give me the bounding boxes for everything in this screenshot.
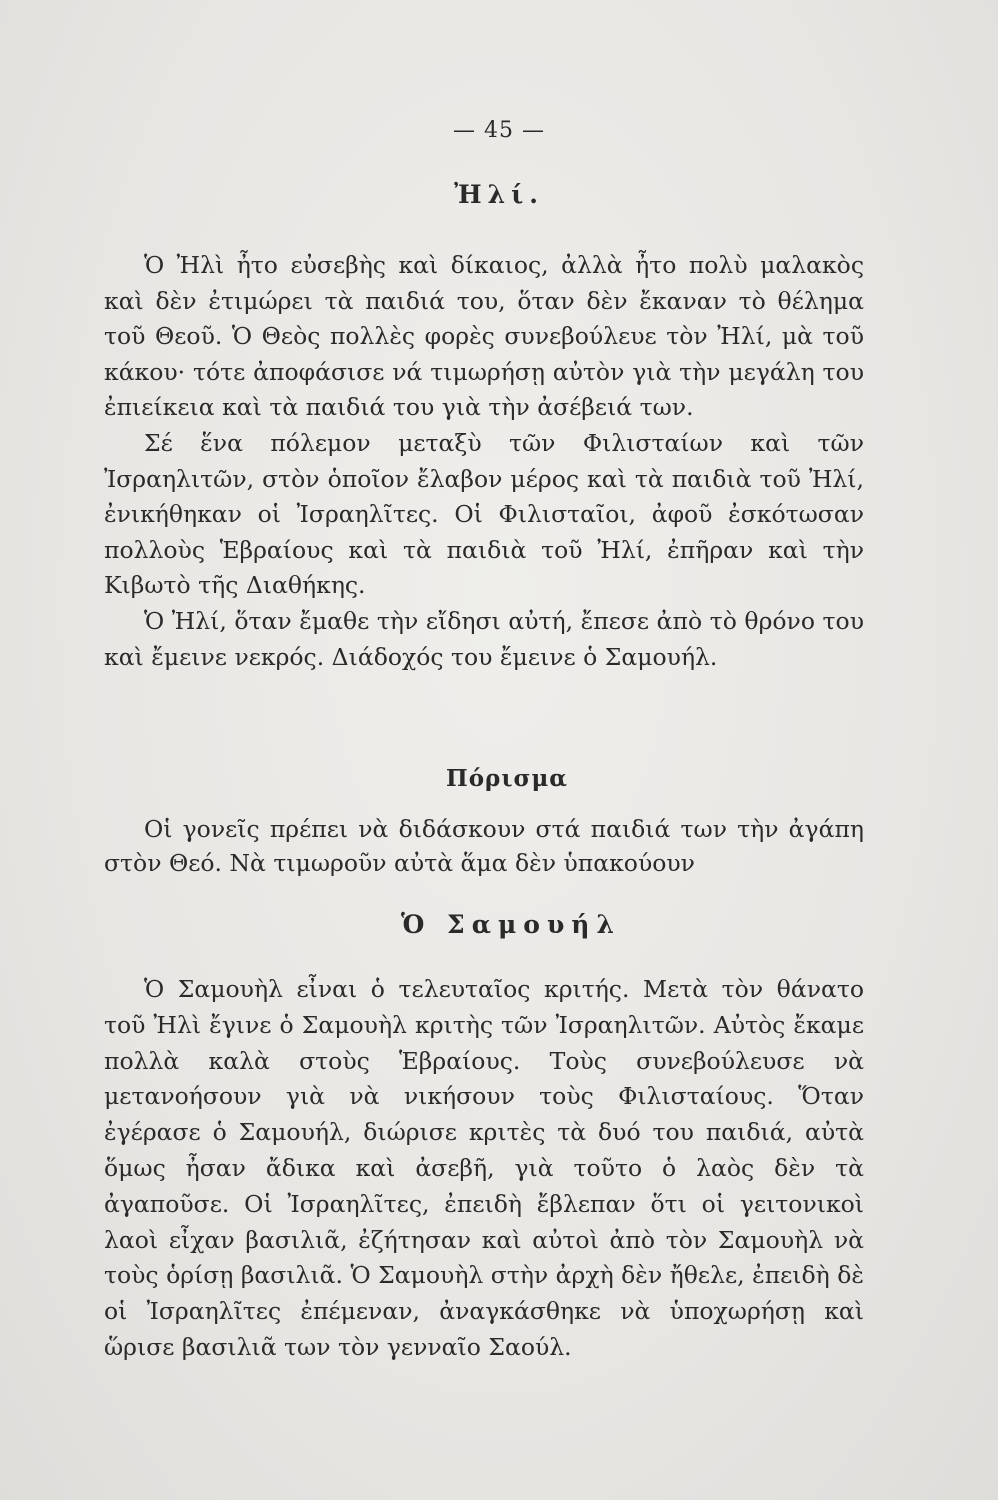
section-heading-samuel: Ὁ Σαμουήλ [400, 910, 621, 939]
paragraph: Ὁ Ἠλί, ὅταν ἔμαθε τὴν εἴδησι αὐτή, ἔπεσε ἀπὸ τὸ θρόνο του καὶ ἔμεινε νεκρός. Διάδοχός του ἔμεινε ὁ Σαμουήλ. [104, 606, 864, 671]
paragraph: Οἱ γονεῖς πρέπει νὰ διδάσκουν στά παιδιά των τὴν ἀγάπη στὸν Θεό. Νὰ τιμωροῦν αὐτὰ ἅμα δὲν ὑπακούουν [104, 815, 864, 877]
section-body-eli [104, 248, 864, 675]
section-heading-eli: Ἠλί. [454, 180, 544, 209]
page-number: — 45 — [453, 118, 545, 143]
paragraph: Ὁ Ἠλὶ ἦτο εὐσεβὴς καὶ δίκαιος, ἀλλὰ ἦτο πολὺ μαλακὸς καὶ δὲν ἐτιμώρει τὰ παιδιά του, ὅταν δὲν ἔκαναν τὸ θέλημα τοῦ Θεοῦ. Ὁ Θεὸς πολλὲς φορὲς συνεβούλευε τὸν Ἠλί, μὰ τοῦ κάκου· τότε ἀποφάσισε νά τιμωρήσῃ αὐτὸν γιὰ τὴν μεγάλη του ἐπιείκεια καὶ τὰ παιδιά του γιὰ τὴν ἀσέβειά των. [104, 251, 864, 422]
section-body-samuel [104, 972, 864, 1366]
section-body-porisma [104, 812, 864, 880]
paragraph: Ὁ Σαμουὴλ εἶναι ὁ τελευταῖος κριτής. Μετὰ τὸν θάνατο τοῦ Ἠλὶ ἔγινε ὁ Σαμουὴλ κριτὴς τῶν Ἰσραηλιτῶν. Αὐτὸς ἔκαμε πολλὰ καλὰ στοὺς Ἑβραίους. Τοὺς συνεβούλευσε νὰ μετανοήσουν γιὰ νὰ νικήσουν τοὺς Φιλισταίους. Ὅταν ἐγέρασε ὁ Σαμουήλ, διώρισε κριτὲς τὰ δυό του παιδιά, αὐτὰ ὅμως ἦσαν ἄδικα καὶ ἀσεβῆ, γιὰ τοῦτο ὁ λαὸς δὲν τὰ ἀγαποῦσε. Οἱ Ἰσραηλῖτες, ἐπειδὴ ἔβλεπαν ὅτι οἱ γειτονικοὶ λαοὶ εἶχαν βασιλιᾶ, ἐζήτησαν καὶ αὐτοὶ ἀπὸ τὸν Σαμουὴλ νὰ τοὺς ὁρίσῃ βασιλιᾶ. Ὁ Σαμουὴλ στὴν ἀρχὴ δὲν ἤθελε, ἐπειδὴ δὲ οἱ Ἰσραηλῖτες ἐπέμεναν, ἀναγκάσθηκε νὰ ὑποχωρήσῃ καὶ ὥρισε βασιλιᾶ των τὸν γενναῖο Σαούλ. [104, 975, 864, 1361]
paragraph: Σέ ἕνα πόλεμον μεταξὺ τῶν Φιλισταίων καὶ τῶν Ἰσραηλιτῶν, στὸν ὁποῖον ἔλαβον μέρος καὶ τὰ παιδιὰ τοῦ Ἠλί, ἐνικήθηκαν οἱ Ἰσραηλῖτες. Οἱ Φιλισταῖοι, ἀφοῦ ἐσκότωσαν πολλοὺς Ἑβραίους καὶ τὰ παιδιὰ τοῦ Ἠλί, ἐπῆραν καὶ τὴν Κιβωτὸ τῆς Διαθήκης. [104, 428, 864, 600]
section-heading-porisma: Πόρισμα [446, 765, 568, 792]
